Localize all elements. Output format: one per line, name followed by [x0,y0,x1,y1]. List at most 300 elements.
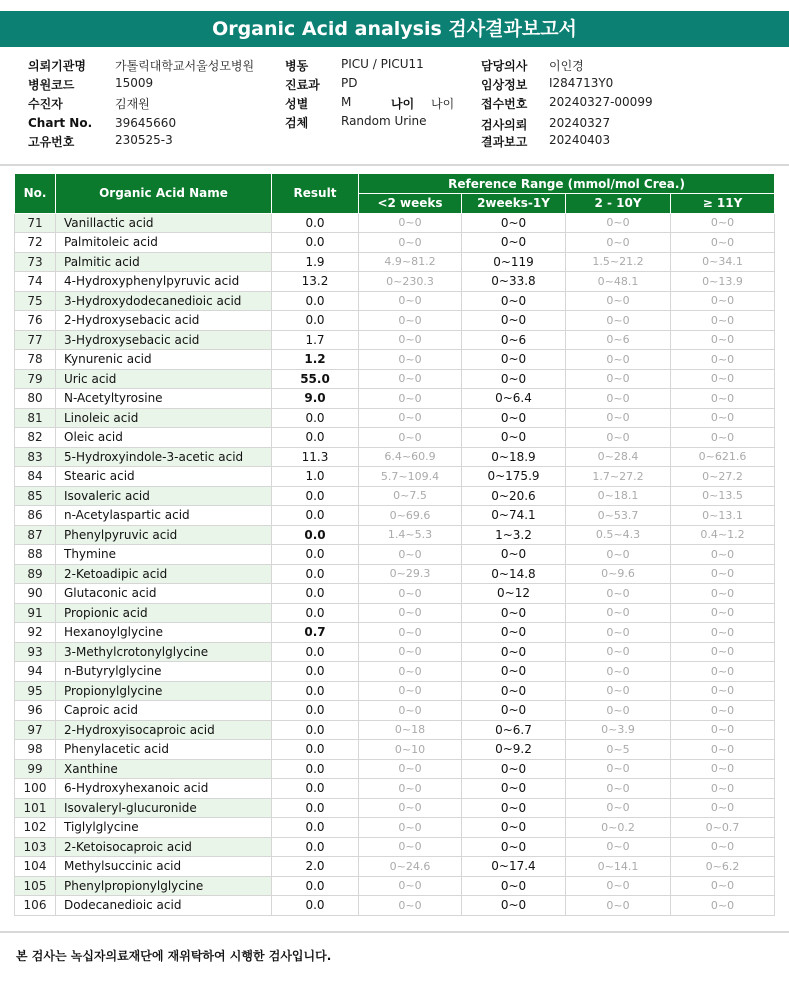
ref-ge-11y: 0~0 [671,408,775,428]
acid-name: n-Acetylaspartic acid [56,506,272,526]
result-value: 0.0 [272,564,359,584]
result-value: 0.0 [272,896,359,916]
result-value: 0.0 [272,486,359,506]
ref-lt-2-weeks: 0~0 [359,779,462,799]
code-label: 병원코드 [28,78,75,92]
hospital-label: 의뢰기관명 [28,59,86,73]
ref-ge-11y: 0~13.5 [671,486,775,506]
acid-name: Isovaleric acid [56,486,272,506]
ref-lt-2-weeks: 0~0 [359,818,462,838]
acid-name: N-Acetyltyrosine [56,389,272,409]
ref-2weeks-1y: 0~6.7 [462,720,566,740]
ref-2-10y: 0~0 [566,408,671,428]
ref-ge-11y: 0~0 [671,876,775,896]
specimen-label: 검체 [285,116,309,130]
result-value: 0.0 [272,545,359,565]
ref-ge-11y: 0~0 [671,584,775,604]
ref-2weeks-1y: 0~0 [462,291,566,311]
ref-ge-11y: 0.4~1.2 [671,525,775,545]
table-row [15,291,775,311]
ref-2weeks-1y: 0~12 [462,584,566,604]
ref-lt-2-weeks: 4.9~81.2 [359,252,462,272]
footer-divider [0,931,789,933]
ref-2weeks-1y: 0~9.2 [462,740,566,760]
table-row [15,408,775,428]
result-value: 0.0 [272,311,359,331]
header-result: Result [272,174,359,214]
acid-name: Propionylglycine [56,681,272,701]
header-name: Organic Acid Name [56,174,272,214]
row-number: 77 [15,330,56,350]
ref-lt-2-weeks: 0~0 [359,408,462,428]
request-value: 20240327 [549,116,611,130]
acid-name: Linoleic acid [56,408,272,428]
receipt-value: 20240327-00099 [549,95,653,109]
row-number: 80 [15,389,56,409]
acid-name: Palmitoleic acid [56,233,272,253]
acid-name: Tiglylglycine [56,818,272,838]
sex-value: M [341,95,352,109]
ref-ge-11y: 0~34.1 [671,252,775,272]
row-number: 101 [15,798,56,818]
ref-ge-11y: 0~0 [671,330,775,350]
ref-2weeks-1y: 0~33.8 [462,272,566,292]
header-divider [0,164,789,166]
table-row [15,350,775,370]
unique-label: 고유번호 [28,135,75,149]
ref-2weeks-1y: 0~0 [462,896,566,916]
table-row [15,272,775,292]
ref-2weeks-1y: 0~0 [462,233,566,253]
ref-2-10y: 0~0 [566,681,671,701]
acid-name: 3-Hydroxydodecanedioic acid [56,291,272,311]
ref-lt-2-weeks: 0~0 [359,545,462,565]
ref-2-10y: 0~0 [566,350,671,370]
ref-2-10y: 0~0 [566,779,671,799]
doctor-label: 담당의사 [481,59,528,73]
ref-2weeks-1y: 0~14.8 [462,564,566,584]
ref-2weeks-1y: 0~0 [462,681,566,701]
result-value: 0.0 [272,681,359,701]
ref-2-10y: 0~0 [566,623,671,643]
ref-2-10y: 1.5~21.2 [566,252,671,272]
ref-lt-2-weeks: 0~0 [359,701,462,721]
acid-name: 3-Methylcrotonylglycine [56,642,272,662]
patient-value: 김재원 [115,97,150,111]
results-table [14,173,775,916]
chart-value: 39645660 [115,116,177,130]
table-row [15,213,775,233]
ward-label: 병동 [285,59,309,73]
ref-lt-2-weeks: 0~0 [359,896,462,916]
row-number: 91 [15,603,56,623]
table-row [15,525,775,545]
ref-2weeks-1y: 0~17.4 [462,857,566,877]
footer-note: 본 검사는 녹십자의료재단에 재위탁하여 시행한 검사입니다. [16,949,332,963]
acid-name: Stearic acid [56,467,272,487]
table-row [15,642,775,662]
result-value: 13.2 [272,272,359,292]
ref-2weeks-1y: 0~0 [462,818,566,838]
ref-lt-2-weeks: 0~18 [359,720,462,740]
result-value: 0.0 [272,720,359,740]
acid-name: Thymine [56,545,272,565]
ref-ge-11y: 0~0 [671,291,775,311]
result-value: 0.0 [272,701,359,721]
clinical-label: 임상정보 [481,78,528,92]
ref-2weeks-1y: 0~6 [462,330,566,350]
ref-lt-2-weeks: 0~0 [359,837,462,857]
ref-ge-11y: 0~0 [671,603,775,623]
result-value: 0.0 [272,506,359,526]
ref-2weeks-1y: 0~0 [462,311,566,331]
result-value: 0.0 [272,603,359,623]
code-value: 15009 [115,76,154,90]
ref-lt-2-weeks: 0~10 [359,740,462,760]
ref-lt-2-weeks: 0~0 [359,759,462,779]
ref-lt-2-weeks: 0~0 [359,623,462,643]
ref-2weeks-1y: 0~0 [462,701,566,721]
ref-ge-11y: 0~27.2 [671,467,775,487]
ref-ge-11y: 0~0 [671,896,775,916]
ref-ge-11y: 0~0 [671,350,775,370]
row-number: 75 [15,291,56,311]
header-2-10y: 2 - 10Y [566,194,671,214]
table-row [15,623,775,643]
result-value: 0.0 [272,779,359,799]
result-value: 0.7 [272,623,359,643]
acid-name: 2-Ketoadipic acid [56,564,272,584]
ref-2weeks-1y: 0~119 [462,252,566,272]
ref-lt-2-weeks: 0~0 [359,642,462,662]
result-value: 0.0 [272,291,359,311]
ref-2-10y: 0~0 [566,545,671,565]
dept-value: PD [341,76,358,90]
row-number: 105 [15,876,56,896]
ref-2-10y: 0~0 [566,798,671,818]
result-value: 0.0 [272,759,359,779]
ref-2weeks-1y: 0~0 [462,428,566,448]
ref-lt-2-weeks: 0~0 [359,213,462,233]
row-number: 92 [15,623,56,643]
row-number: 94 [15,662,56,682]
ref-2-10y: 0~3.9 [566,720,671,740]
ref-lt-2-weeks: 0~69.6 [359,506,462,526]
ref-2weeks-1y: 0~74.1 [462,506,566,526]
row-number: 97 [15,720,56,740]
ref-2weeks-1y: 0~0 [462,662,566,682]
request-label: 검사의뢰 [481,118,528,132]
acid-name: Hexanoylglycine [56,623,272,643]
unique-value: 230525-3 [115,133,173,147]
sex-label: 성별 [285,97,309,111]
acid-name: Palmitic acid [56,252,272,272]
ref-ge-11y: 0~0 [671,720,775,740]
ref-2-10y: 0~0.2 [566,818,671,838]
table-row [15,759,775,779]
table-row [15,681,775,701]
result-value: 0.0 [272,213,359,233]
table-row [15,506,775,526]
result-value: 1.7 [272,330,359,350]
table-row [15,252,775,272]
ref-2-10y: 0~9.6 [566,564,671,584]
ward-value: PICU / PICU11 [341,57,424,71]
ref-ge-11y: 0~0 [671,369,775,389]
ref-ge-11y: 0~0 [671,545,775,565]
acid-name: Dodecanedioic acid [56,896,272,916]
ref-ge-11y: 0~621.6 [671,447,775,467]
row-number: 72 [15,233,56,253]
table-row [15,428,775,448]
ref-2weeks-1y: 0~0 [462,642,566,662]
row-number: 86 [15,506,56,526]
ref-2-10y: 0~5 [566,740,671,760]
acid-name: Vanillactic acid [56,213,272,233]
row-number: 74 [15,272,56,292]
acid-name: Caproic acid [56,701,272,721]
row-number: 103 [15,837,56,857]
row-number: 76 [15,311,56,331]
table-row [15,740,775,760]
table-row [15,837,775,857]
ref-2weeks-1y: 0~0 [462,545,566,565]
row-number: 106 [15,896,56,916]
ref-2-10y: 0~0 [566,896,671,916]
header-reference-range: Reference Range (mmol/mol Crea.) [359,174,775,194]
ref-ge-11y: 0~0 [671,213,775,233]
table-row [15,818,775,838]
table-row [15,447,775,467]
row-number: 71 [15,213,56,233]
result-value: 0.0 [272,233,359,253]
ref-2weeks-1y: 0~0 [462,350,566,370]
ref-2weeks-1y: 0~175.9 [462,467,566,487]
ref-ge-11y: 0~0 [671,564,775,584]
result-value: 55.0 [272,369,359,389]
ref-2weeks-1y: 1~3.2 [462,525,566,545]
result-value: 0.0 [272,876,359,896]
ref-2-10y: 0~0 [566,389,671,409]
ref-2-10y: 0~0 [566,369,671,389]
report-label: 결과보고 [481,135,528,149]
ref-lt-2-weeks: 0~0 [359,681,462,701]
table-row [15,876,775,896]
patient-info-panel [0,52,789,164]
table-row [15,330,775,350]
table-row [15,857,775,877]
clinical-value: I284713Y0 [549,76,614,90]
dept-label: 진료과 [285,78,320,92]
row-number: 95 [15,681,56,701]
ref-ge-11y: 0~0 [671,701,775,721]
ref-2-10y: 0~6 [566,330,671,350]
patient-label: 수진자 [28,97,63,111]
ref-lt-2-weeks: 0~29.3 [359,564,462,584]
ref-ge-11y: 0~0 [671,233,775,253]
table-row [15,389,775,409]
acid-name: Phenylpropionylglycine [56,876,272,896]
ref-ge-11y: 0~0 [671,311,775,331]
table-row [15,896,775,916]
header-lt-2-weeks: <2 weeks [359,194,462,214]
ref-2-10y: 0~0 [566,213,671,233]
row-number: 87 [15,525,56,545]
row-number: 83 [15,447,56,467]
result-value: 0.0 [272,428,359,448]
acid-name: Xanthine [56,759,272,779]
ref-ge-11y: 0~0 [671,623,775,643]
acid-name: 6-Hydroxyhexanoic acid [56,779,272,799]
row-number: 73 [15,252,56,272]
header-no: No. [15,174,56,214]
ref-ge-11y: 0~0 [671,389,775,409]
table-row [15,486,775,506]
result-value: 0.0 [272,525,359,545]
row-number: 81 [15,408,56,428]
acid-name: 3-Hydroxysebacic acid [56,330,272,350]
ref-2weeks-1y: 0~0 [462,408,566,428]
ref-ge-11y: 0~0 [671,681,775,701]
ref-ge-11y: 0~6.2 [671,857,775,877]
table-row [15,233,775,253]
acid-name: Phenylpyruvic acid [56,525,272,545]
acid-name: Propionic acid [56,603,272,623]
age-value: 나이 [431,97,455,111]
ref-2weeks-1y: 0~0 [462,779,566,799]
ref-ge-11y: 0~13.9 [671,272,775,292]
ref-2-10y: 1.7~27.2 [566,467,671,487]
table-row [15,798,775,818]
ref-ge-11y: 0~0 [671,779,775,799]
ref-ge-11y: 0~13.1 [671,506,775,526]
result-value: 1.2 [272,350,359,370]
acid-name: Phenylacetic acid [56,740,272,760]
ref-ge-11y: 0~0 [671,837,775,857]
row-number: 84 [15,467,56,487]
header-2weeks-1y: 2weeks-1Y [462,194,566,214]
table-row [15,545,775,565]
ref-ge-11y: 0~0 [671,798,775,818]
acid-name: 5-Hydroxyindole-3-acetic acid [56,447,272,467]
ref-lt-2-weeks: 0~0 [359,603,462,623]
ref-2weeks-1y: 0~0 [462,837,566,857]
result-value: 0.0 [272,584,359,604]
table-row [15,467,775,487]
table-row [15,701,775,721]
acid-name: Uric acid [56,369,272,389]
result-value: 0.0 [272,408,359,428]
ref-ge-11y: 0~0 [671,759,775,779]
row-number: 85 [15,486,56,506]
row-number: 99 [15,759,56,779]
ref-2weeks-1y: 0~0 [462,603,566,623]
ref-lt-2-weeks: 0~0 [359,798,462,818]
ref-lt-2-weeks: 0~0 [359,350,462,370]
result-value: 1.0 [272,467,359,487]
age-label: 나이 [391,97,415,111]
ref-2-10y: 0~0 [566,837,671,857]
ref-2-10y: 0~0 [566,291,671,311]
result-value: 0.0 [272,740,359,760]
acid-name: Oleic acid [56,428,272,448]
ref-2-10y: 0~0 [566,428,671,448]
ref-lt-2-weeks: 0~0 [359,428,462,448]
ref-lt-2-weeks: 0~0 [359,389,462,409]
acid-name: Isovaleryl-glucuronide [56,798,272,818]
row-number: 78 [15,350,56,370]
ref-2-10y: 0~18.1 [566,486,671,506]
ref-2-10y: 0~28.4 [566,447,671,467]
ref-2weeks-1y: 0~0 [462,213,566,233]
ref-2weeks-1y: 0~6.4 [462,389,566,409]
receipt-label: 접수번호 [481,97,528,111]
row-number: 102 [15,818,56,838]
acid-name: 2-Hydroxysebacic acid [56,311,272,331]
ref-2-10y: 0~0 [566,876,671,896]
row-number: 89 [15,564,56,584]
chart-label: Chart No. [28,116,93,130]
result-value: 9.0 [272,389,359,409]
ref-lt-2-weeks: 0~0 [359,233,462,253]
ref-2weeks-1y: 0~0 [462,876,566,896]
ref-lt-2-weeks: 5.7~109.4 [359,467,462,487]
ref-2weeks-1y: 0~18.9 [462,447,566,467]
row-number: 96 [15,701,56,721]
ref-ge-11y: 0~0 [671,642,775,662]
ref-2-10y: 0.5~4.3 [566,525,671,545]
ref-lt-2-weeks: 0~0 [359,330,462,350]
ref-2weeks-1y: 0~0 [462,623,566,643]
specimen-value: Random Urine [341,114,427,128]
ref-2-10y: 0~0 [566,642,671,662]
acid-name: Glutaconic acid [56,584,272,604]
ref-2weeks-1y: 0~0 [462,759,566,779]
row-number: 88 [15,545,56,565]
ref-2-10y: 0~0 [566,662,671,682]
result-value: 0.0 [272,662,359,682]
ref-2-10y: 0~0 [566,603,671,623]
ref-2-10y: 0~0 [566,311,671,331]
table-row [15,369,775,389]
table-row [15,564,775,584]
ref-lt-2-weeks: 0~0 [359,876,462,896]
result-value: 0.0 [272,837,359,857]
hospital-value: 가톨릭대학교서울성모병원 [115,59,255,73]
ref-lt-2-weeks: 0~0 [359,311,462,331]
ref-2weeks-1y: 0~20.6 [462,486,566,506]
doctor-value: 이인경 [549,59,584,73]
row-number: 90 [15,584,56,604]
acid-name: 2-Ketoisocaproic acid [56,837,272,857]
acid-name: Methylsuccinic acid [56,857,272,877]
results-body [15,213,775,915]
ref-ge-11y: 0~0.7 [671,818,775,838]
ref-lt-2-weeks: 0~230.3 [359,272,462,292]
result-value: 0.0 [272,642,359,662]
report-value: 20240403 [549,133,611,147]
ref-2-10y: 0~48.1 [566,272,671,292]
result-value: 0.0 [272,818,359,838]
ref-lt-2-weeks: 0~24.6 [359,857,462,877]
row-number: 98 [15,740,56,760]
ref-lt-2-weeks: 0~0 [359,584,462,604]
result-value: 11.3 [272,447,359,467]
ref-lt-2-weeks: 0~7.5 [359,486,462,506]
row-number: 79 [15,369,56,389]
ref-ge-11y: 0~0 [671,662,775,682]
ref-lt-2-weeks: 0~0 [359,369,462,389]
